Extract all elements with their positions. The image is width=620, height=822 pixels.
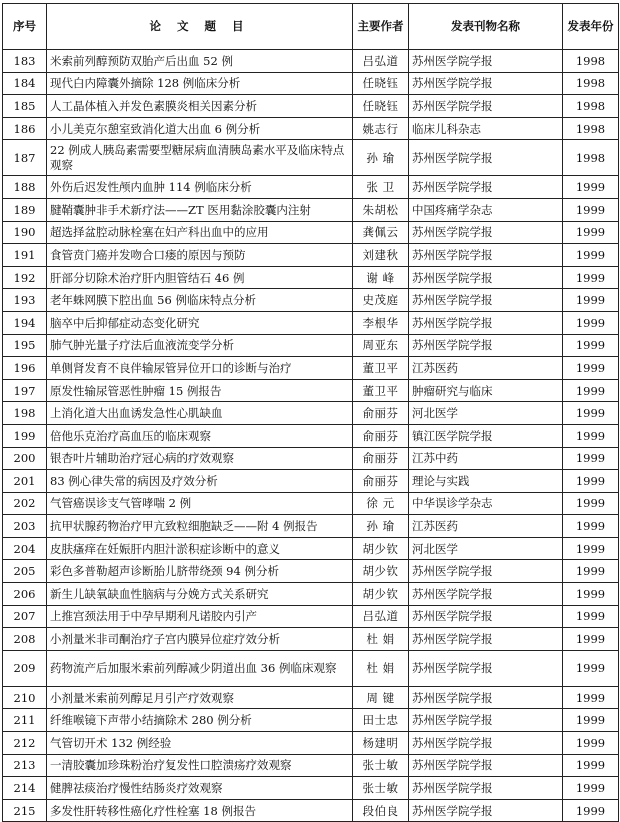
journal-name: 苏州医学院学报 <box>409 95 563 118</box>
header-journal: 发表刊物名称 <box>409 4 563 50</box>
journal-name: 苏州医学院学报 <box>409 176 563 199</box>
journal-name: 理论与实践 <box>409 470 563 493</box>
main-author: 姚志行 <box>353 117 409 140</box>
journal-name: 苏州医学院学报 <box>409 754 563 777</box>
publish-year: 1999 <box>563 402 619 425</box>
main-author: 董卫平 <box>353 357 409 380</box>
row-number: 187 <box>3 140 47 176</box>
table-row <box>3 709 619 732</box>
publish-year: 1999 <box>563 560 619 583</box>
row-number: 211 <box>3 709 47 732</box>
row-number: 209 <box>3 650 47 686</box>
publish-year: 1999 <box>563 777 619 800</box>
main-author: 俞丽芬 <box>353 447 409 470</box>
paper-title: 皮肤瘙痒在妊娠肝内胆汁淤积症诊断中的意义 <box>47 537 353 560</box>
journal-name: 苏州医学院学报 <box>409 50 563 73</box>
journal-name: 中国疼痛学杂志 <box>409 198 563 221</box>
main-author: 周亚东 <box>353 334 409 357</box>
journal-name: 苏州医学院学报 <box>409 777 563 800</box>
paper-title: 肺气肿光量子疗法后血液流变学分析 <box>47 334 353 357</box>
row-number: 212 <box>3 732 47 755</box>
table-row <box>3 311 619 334</box>
journal-name: 苏州医学院学报 <box>409 650 563 686</box>
row-number: 186 <box>3 117 47 140</box>
main-author: 胡少钦 <box>353 537 409 560</box>
table-row <box>3 379 619 402</box>
publish-year: 1999 <box>563 709 619 732</box>
publish-year: 1999 <box>563 732 619 755</box>
main-author: 田士忠 <box>353 709 409 732</box>
publish-year: 1999 <box>563 470 619 493</box>
journal-name: 中华误诊学杂志 <box>409 492 563 515</box>
row-number: 194 <box>3 311 47 334</box>
table-row <box>3 470 619 493</box>
paper-title: 小儿美克尔憩室致消化道大出血 6 例分析 <box>47 117 353 140</box>
paper-title: 肝部分切除术治疗肝内胆管结石 46 例 <box>47 266 353 289</box>
journal-name: 苏州医学院学报 <box>409 221 563 244</box>
main-author: 俞丽芬 <box>353 424 409 447</box>
table-row <box>3 266 619 289</box>
row-number: 195 <box>3 334 47 357</box>
header-title: 论 文 题 目 <box>47 4 353 50</box>
paper-title: 老年蛛网膜下腔出血 56 例临床特点分析 <box>47 289 353 312</box>
row-number: 192 <box>3 266 47 289</box>
paper-title: 上消化道大出血诱发急性心肌缺血 <box>47 402 353 425</box>
header-year: 发表年份 <box>563 4 619 50</box>
table-row <box>3 244 619 267</box>
main-author: 俞丽芬 <box>353 402 409 425</box>
main-author: 张 卫 <box>353 176 409 199</box>
header-no: 序号 <box>3 4 47 50</box>
row-number: 200 <box>3 447 47 470</box>
main-author: 胡少钦 <box>353 583 409 606</box>
publish-year: 1999 <box>563 447 619 470</box>
main-author: 徐 元 <box>353 492 409 515</box>
paper-title: 超选择盆腔动脉栓塞在妇产科出血中的应用 <box>47 221 353 244</box>
paper-title: 外伤后迟发性颅内血肿 114 例临床分析 <box>47 176 353 199</box>
main-author: 吕弘道 <box>353 605 409 628</box>
table-row <box>3 537 619 560</box>
table-row <box>3 583 619 606</box>
paper-title: 22 例成人胰岛素需要型糖尿病血清胰岛素水平及临床特点观察 <box>47 140 353 176</box>
main-author: 杨建明 <box>353 732 409 755</box>
paper-title: 健脾祛痰治疗慢性结肠炎疗效观察 <box>47 777 353 800</box>
table-row <box>3 334 619 357</box>
table-row <box>3 289 619 312</box>
table-row <box>3 754 619 777</box>
table-row <box>3 732 619 755</box>
row-number: 214 <box>3 777 47 800</box>
main-author: 杜 娟 <box>353 650 409 686</box>
main-author: 刘建秋 <box>353 244 409 267</box>
paper-title: 银杏叶片辅助治疗冠心病的疗效观察 <box>47 447 353 470</box>
row-number: 207 <box>3 605 47 628</box>
table-row <box>3 515 619 538</box>
journal-name: 肿瘤研究与临床 <box>409 379 563 402</box>
paper-title: 一清胶囊加珍珠粉治疗复发性口腔溃疡疗效观察 <box>47 754 353 777</box>
table-row <box>3 560 619 583</box>
main-author: 董卫平 <box>353 379 409 402</box>
journal-name: 苏州医学院学报 <box>409 266 563 289</box>
paper-title: 单侧肾发育不良伴输尿管异位开口的诊断与治疗 <box>47 357 353 380</box>
journal-name: 苏州医学院学报 <box>409 732 563 755</box>
table-body <box>3 50 619 822</box>
paper-title: 气管癌误诊支气管哮喘 2 例 <box>47 492 353 515</box>
publish-year: 1999 <box>563 492 619 515</box>
row-number: 184 <box>3 72 47 95</box>
row-number: 213 <box>3 754 47 777</box>
row-number: 191 <box>3 244 47 267</box>
journal-name: 苏州医学院学报 <box>409 311 563 334</box>
table-row <box>3 176 619 199</box>
row-number: 205 <box>3 560 47 583</box>
table-header-row <box>3 4 619 50</box>
journal-name: 河北医学 <box>409 537 563 560</box>
journal-name: 临床儿科杂志 <box>409 117 563 140</box>
journal-name: 苏州医学院学报 <box>409 686 563 709</box>
row-number: 215 <box>3 799 47 822</box>
paper-title: 食管贲门癌并发吻合口瘘的原因与预防 <box>47 244 353 267</box>
journal-name: 苏州医学院学报 <box>409 605 563 628</box>
main-author: 任晓钰 <box>353 72 409 95</box>
main-author: 周 键 <box>353 686 409 709</box>
row-number: 189 <box>3 198 47 221</box>
row-number: 197 <box>3 379 47 402</box>
paper-title: 米索前列醇预防双胎产后出血 52 例 <box>47 50 353 73</box>
row-number: 183 <box>3 50 47 73</box>
publish-year: 1999 <box>563 515 619 538</box>
table-row <box>3 72 619 95</box>
table-row <box>3 357 619 380</box>
publication-table <box>2 3 619 822</box>
table-row <box>3 50 619 73</box>
row-number: 196 <box>3 357 47 380</box>
table-row <box>3 628 619 651</box>
row-number: 188 <box>3 176 47 199</box>
main-author: 俞丽芬 <box>353 470 409 493</box>
row-number: 185 <box>3 95 47 118</box>
main-author: 史茂庭 <box>353 289 409 312</box>
table-row <box>3 140 619 176</box>
table-row <box>3 198 619 221</box>
publish-year: 1999 <box>563 244 619 267</box>
paper-title: 抗甲状腺药物治疗甲亢致粒细胞缺乏——附 4 例报告 <box>47 515 353 538</box>
publish-year: 1998 <box>563 117 619 140</box>
main-author: 杜 娟 <box>353 628 409 651</box>
paper-title: 小剂量米非司酮治疗子宫内膜异位症疗效分析 <box>47 628 353 651</box>
main-author: 朱胡松 <box>353 198 409 221</box>
journal-name: 苏州医学院学报 <box>409 289 563 312</box>
paper-title: 83 例心律失常的病因及疗效分析 <box>47 470 353 493</box>
journal-name: 苏州医学院学报 <box>409 72 563 95</box>
paper-title: 倍他乐克治疗高血压的临床观察 <box>47 424 353 447</box>
paper-title: 彩色多普勒超声诊断胎儿脐带绕颈 94 例分析 <box>47 560 353 583</box>
table-row <box>3 221 619 244</box>
publish-year: 1999 <box>563 221 619 244</box>
row-number: 199 <box>3 424 47 447</box>
publish-year: 1998 <box>563 95 619 118</box>
paper-title: 药物流产后加服米索前列醇减少阴道出血 36 例临床观察 <box>47 650 353 686</box>
journal-name: 苏州医学院学报 <box>409 334 563 357</box>
publish-year: 1999 <box>563 537 619 560</box>
table-row <box>3 492 619 515</box>
main-author: 谢 峰 <box>353 266 409 289</box>
journal-name: 苏州医学院学报 <box>409 140 563 176</box>
publish-year: 1999 <box>563 357 619 380</box>
row-number: 202 <box>3 492 47 515</box>
paper-title: 原发性输尿管恶性肿瘤 15 例报告 <box>47 379 353 402</box>
paper-title: 气管切开术 132 例经验 <box>47 732 353 755</box>
publish-year: 1998 <box>563 140 619 176</box>
paper-title: 小剂量米索前列醇足月引产疗效观察 <box>47 686 353 709</box>
row-number: 198 <box>3 402 47 425</box>
publish-year: 1999 <box>563 424 619 447</box>
paper-title: 腱鞘囊肿非手术新疗法——ZT 医用黏涂胶囊内注射 <box>47 198 353 221</box>
publish-year: 1999 <box>563 176 619 199</box>
publish-year: 1999 <box>563 799 619 822</box>
paper-title: 新生儿缺氧缺血性脑病与分娩方式关系研究 <box>47 583 353 606</box>
table-row <box>3 777 619 800</box>
main-author: 任晓钰 <box>353 95 409 118</box>
journal-name: 江苏中药 <box>409 447 563 470</box>
table-row <box>3 605 619 628</box>
publish-year: 1999 <box>563 379 619 402</box>
table-row <box>3 447 619 470</box>
publish-year: 1999 <box>563 754 619 777</box>
publish-year: 1999 <box>563 198 619 221</box>
main-author: 龚佩云 <box>353 221 409 244</box>
paper-title: 纤维喉镜下声带小结摘除术 280 例分析 <box>47 709 353 732</box>
publish-year: 1998 <box>563 72 619 95</box>
publish-year: 1999 <box>563 583 619 606</box>
paper-title: 多发性肝转移性癌化疗性栓塞 18 例报告 <box>47 799 353 822</box>
journal-name: 镇江医学院学报 <box>409 424 563 447</box>
publish-year: 1999 <box>563 289 619 312</box>
row-number: 193 <box>3 289 47 312</box>
paper-title: 上推宫颈法用于中孕早期利凡诺胶内引产 <box>47 605 353 628</box>
main-author: 张士敏 <box>353 754 409 777</box>
header-author: 主要作者 <box>353 4 409 50</box>
table-row <box>3 799 619 822</box>
row-number: 190 <box>3 221 47 244</box>
main-author: 张士敏 <box>353 777 409 800</box>
main-author: 李根华 <box>353 311 409 334</box>
paper-title: 现代白内障囊外摘除 128 例临床分析 <box>47 72 353 95</box>
main-author: 孙 瑜 <box>353 140 409 176</box>
journal-name: 苏州医学院学报 <box>409 709 563 732</box>
row-number: 203 <box>3 515 47 538</box>
table-row <box>3 686 619 709</box>
journal-name: 苏州医学院学报 <box>409 628 563 651</box>
main-author: 孙 瑜 <box>353 515 409 538</box>
main-author: 段伯良 <box>353 799 409 822</box>
row-number: 210 <box>3 686 47 709</box>
row-number: 204 <box>3 537 47 560</box>
paper-title: 人工晶体植入并发色素膜炎相关因素分析 <box>47 95 353 118</box>
journal-name: 苏州医学院学报 <box>409 244 563 267</box>
publish-year: 1999 <box>563 605 619 628</box>
journal-name: 河北医学 <box>409 402 563 425</box>
row-number: 201 <box>3 470 47 493</box>
table-row <box>3 95 619 118</box>
journal-name: 苏州医学院学报 <box>409 799 563 822</box>
journal-name: 江苏医药 <box>409 357 563 380</box>
table-row <box>3 650 619 686</box>
journal-name: 江苏医药 <box>409 515 563 538</box>
publish-year: 1999 <box>563 311 619 334</box>
table-row <box>3 117 619 140</box>
row-number: 208 <box>3 628 47 651</box>
main-author: 胡少钦 <box>353 560 409 583</box>
publish-year: 1999 <box>563 628 619 651</box>
publish-year: 1999 <box>563 266 619 289</box>
table-row <box>3 402 619 425</box>
journal-name: 苏州医学院学报 <box>409 583 563 606</box>
publish-year: 1999 <box>563 686 619 709</box>
publish-year: 1999 <box>563 650 619 686</box>
main-author: 吕弘道 <box>353 50 409 73</box>
publish-year: 1999 <box>563 334 619 357</box>
paper-title: 脑卒中后抑郁症动态变化研究 <box>47 311 353 334</box>
journal-name: 苏州医学院学报 <box>409 560 563 583</box>
table-row <box>3 424 619 447</box>
row-number: 206 <box>3 583 47 606</box>
publish-year: 1998 <box>563 50 619 73</box>
